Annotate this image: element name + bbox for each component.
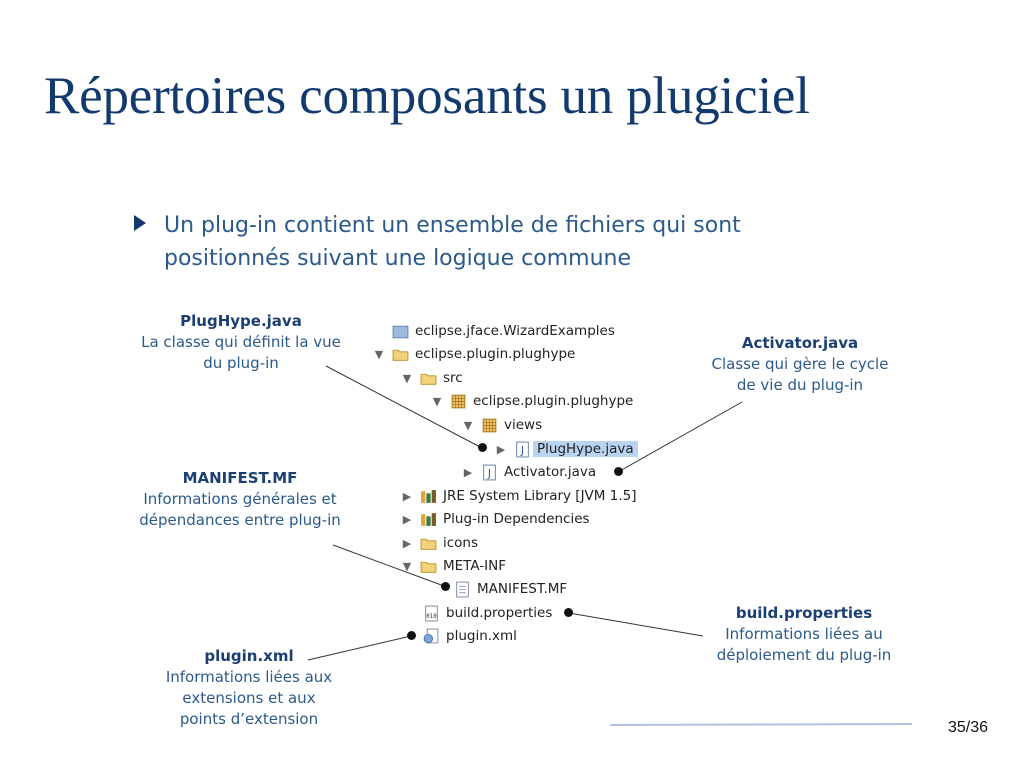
- callout-plughype: [120, 311, 362, 374]
- tree-item-label: icons: [443, 535, 479, 551]
- folder-icon: [420, 535, 437, 552]
- tree-item-jre-library[interactable]: [400, 485, 636, 507]
- chevron-down-icon[interactable]: ▼: [432, 394, 442, 408]
- source-folder-icon: [420, 370, 437, 387]
- tree-item-plughype-project[interactable]: [372, 343, 575, 365]
- callout-line: Classe qui gère le cycle: [711, 355, 889, 373]
- callout-line: La classe qui définit la vue: [141, 333, 341, 351]
- tree-item-label: build.properties: [446, 605, 553, 621]
- library-icon: [420, 488, 437, 505]
- callout-line: extensions et aux: [182, 689, 316, 707]
- plughype-connector-dot: [478, 443, 487, 452]
- tree-item-label: PlugHype.java: [533, 441, 638, 457]
- tree-item-src[interactable]: [400, 367, 463, 389]
- activator-connector-dot: [614, 467, 623, 476]
- tree-item-label: META-INF: [443, 558, 507, 574]
- tree-item-label: eclipse.plugin.plughype: [415, 346, 576, 362]
- tree-item-label: src: [443, 370, 463, 386]
- callout-activator: [690, 333, 910, 396]
- chevron-right-icon[interactable]: ▶: [402, 489, 412, 503]
- tree-item-wizardexamples[interactable]: [372, 320, 615, 342]
- callout-plugin-xml: [146, 646, 352, 730]
- callout-title: plugin.xml: [204, 647, 294, 665]
- tree-item-icons[interactable]: [400, 532, 478, 554]
- tree-item-manifest[interactable]: [434, 578, 567, 600]
- tree-item-plughype-java[interactable]: [494, 438, 638, 460]
- java-file-icon: [481, 464, 498, 481]
- properties-file-icon: [423, 605, 440, 622]
- text-file-icon: [454, 581, 471, 598]
- callout-line: déploiement du plug-in: [716, 646, 892, 664]
- callout-title: Activator.java: [741, 334, 859, 352]
- tree-item-activator-java[interactable]: [461, 461, 596, 483]
- callout-line: du plug-in: [203, 354, 279, 372]
- callout-line: Informations liées aux: [165, 668, 333, 686]
- tree-item-label: views: [504, 417, 543, 433]
- tree-item-label: Activator.java: [504, 464, 597, 480]
- pluginxml-connector-dot: [407, 631, 416, 640]
- tree-item-meta-inf[interactable]: [400, 555, 506, 577]
- manifest-connector-dot: [441, 582, 450, 591]
- tree-item-plugin-dependencies[interactable]: [400, 508, 590, 530]
- callout-line: dépendances entre plug-in: [139, 511, 341, 529]
- project-icon: [392, 323, 409, 340]
- chevron-down-icon[interactable]: ▼: [463, 418, 473, 432]
- chevron-right-icon[interactable]: ▶: [496, 442, 506, 456]
- chevron-right-icon[interactable]: ▶: [402, 512, 412, 526]
- chevron-down-icon[interactable]: ▼: [402, 559, 412, 573]
- package-icon: [481, 417, 498, 434]
- tree-item-views[interactable]: [461, 414, 542, 436]
- tree-item-build-properties[interactable]: [403, 602, 552, 624]
- callout-line: de vie du plug-in: [736, 376, 864, 394]
- project-folder-icon: [392, 346, 409, 363]
- tree-item-label: JRE System Library [JVM 1.5]: [443, 488, 637, 504]
- callout-line: Informations générales et: [143, 490, 337, 508]
- callout-line: Informations liées au: [725, 625, 883, 643]
- tree-item-label: eclipse.jface.WizardExamples: [415, 323, 615, 339]
- bullet-text: Un plug-in contient un ensemble de fichiers qui sont positionnés suivant une logique commune: [164, 213, 741, 271]
- plugin-xml-icon: [423, 628, 440, 645]
- chevron-right-icon[interactable]: ▶: [402, 536, 412, 550]
- callout-manifest: [118, 468, 362, 531]
- tree-item-label: eclipse.plugin.plughype: [473, 393, 634, 409]
- callout-line: points d’extension: [179, 710, 319, 728]
- callout-build-properties: [694, 603, 914, 666]
- tree-item-label: MANIFEST.MF: [477, 581, 568, 597]
- callout-title: build.properties: [735, 604, 873, 622]
- chevron-down-icon[interactable]: ▼: [402, 371, 412, 385]
- build-connector-dot: [564, 608, 573, 617]
- callout-title: PlugHype.java: [180, 312, 302, 330]
- tree-item-package[interactable]: [430, 390, 633, 412]
- folder-open-icon: [420, 558, 437, 575]
- java-file-icon: [514, 441, 531, 458]
- callout-title: MANIFEST.MF: [182, 469, 298, 487]
- page-number: 35/36: [948, 719, 989, 736]
- tree-item-plugin-xml[interactable]: [403, 625, 517, 647]
- package-icon: [450, 393, 467, 410]
- slide-title: Répertoires composants un plugiciel: [44, 67, 810, 125]
- tree-item-label: Plug-in Dependencies: [443, 511, 590, 527]
- chevron-right-icon[interactable]: ▶: [463, 465, 473, 479]
- chevron-down-icon[interactable]: ▼: [374, 347, 384, 361]
- library-icon: [420, 511, 437, 528]
- tree-item-label: plugin.xml: [446, 628, 517, 644]
